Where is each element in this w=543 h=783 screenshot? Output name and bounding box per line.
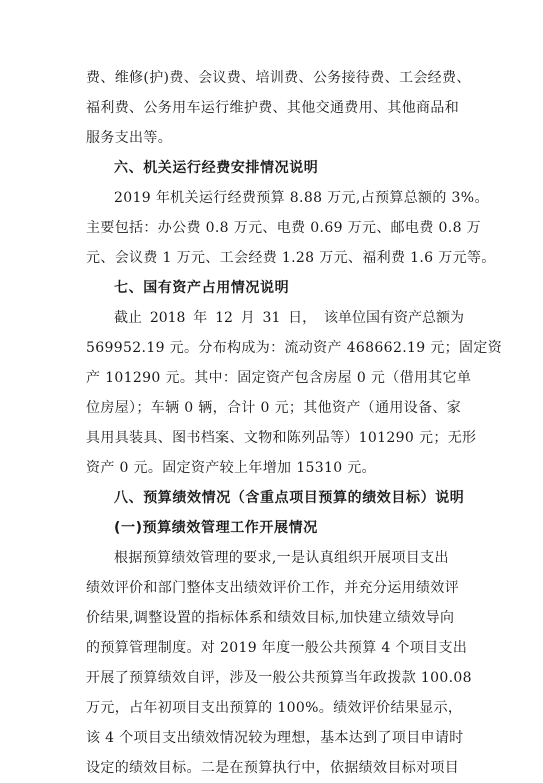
paragraph-line: 根据预算绩效管理的要求,一是认真组织开展项目支出 bbox=[114, 550, 449, 566]
word: 截止 bbox=[114, 310, 142, 326]
subsection-heading: (一)预算绩效管理工作开展情况 bbox=[114, 520, 318, 536]
word: 月 bbox=[240, 310, 255, 326]
document-body bbox=[86, 63, 503, 783]
word: 该单位国有资产总额为 bbox=[323, 310, 464, 326]
paragraph-line: 569952.19 元。分布构成为：流动资产 468662.19 元；固定资 bbox=[86, 340, 503, 356]
word: 2018 bbox=[149, 310, 186, 326]
paragraph-line: 的预算管理制度。对 2019 年度一般公共预算 4 个项目支出 bbox=[86, 640, 468, 656]
paragraph-line: 具用具装具、图书档案、文物和陈列品等）101290 元；无形 bbox=[86, 430, 477, 446]
paragraph-line: 设定的绩效目标。二是在预算执行中，依据绩效目标对项目 bbox=[86, 760, 460, 776]
paragraph-line: 元、会议费 1 万元、工会经费 1.28 万元、福利费 1.6 万元等。 bbox=[86, 250, 496, 266]
paragraph-line: 福利费、公务用车运行维护费、其他交通费用、其他商品和 bbox=[86, 100, 460, 116]
section-heading-8: 八、预算绩效情况（含重点项目预算的绩效目标）说明 bbox=[114, 490, 465, 506]
paragraph-line: 位房屋）；车辆 0 辆，合计 0 元；其他资产（通用设备、家 bbox=[86, 400, 462, 416]
word: 年 bbox=[193, 310, 208, 326]
paragraph-line: 2019 年机关运行经费预算 8.88 万元,占预算总额的 3%。 bbox=[114, 190, 489, 206]
paragraph-line: 绩效评价和部门整体支出绩效评价工作，并充分运用绩效评 bbox=[86, 580, 460, 596]
word: 12 bbox=[215, 310, 233, 326]
paragraph-line: 主要包括：办公费 0.8 万元、电费 0.69 万元、邮电费 0.8 万 bbox=[86, 220, 482, 236]
section-heading-6: 六、机关运行经费安排情况说明 bbox=[114, 160, 319, 176]
paragraph-line-justified bbox=[86, 303, 464, 333]
paragraph-line: 产 101290 元。其中：固定资产包含房屋 0 元（借用其它单 bbox=[86, 370, 472, 386]
paragraph-line: 该 4 个项目支出绩效情况较为理想，基本达到了项目申请时 bbox=[86, 730, 464, 746]
paragraph-line: 费、维修(护)费、会议费、培训费、公务接待费、工会经费、 bbox=[86, 70, 471, 86]
paragraph-line: 万元，占年初项目支出预算的 100%。绩效评价结果显示， bbox=[86, 700, 463, 716]
paragraph-line: 服务支出等。 bbox=[86, 130, 173, 146]
word: 日， bbox=[288, 310, 317, 326]
paragraph-line: 开展了预算绩效自评，涉及一般公共预算当年政拨款 100.08 bbox=[86, 670, 472, 686]
paragraph-line: 价结果,调整设置的指标体系和绩效目标,加快建立绩效导向 bbox=[86, 610, 455, 626]
paragraph-line: 资产 0 元。固定资产较上年增加 15310 元。 bbox=[86, 460, 376, 476]
section-heading-7: 七、国有资产占用情况说明 bbox=[114, 280, 290, 296]
word: 31 bbox=[262, 310, 281, 326]
